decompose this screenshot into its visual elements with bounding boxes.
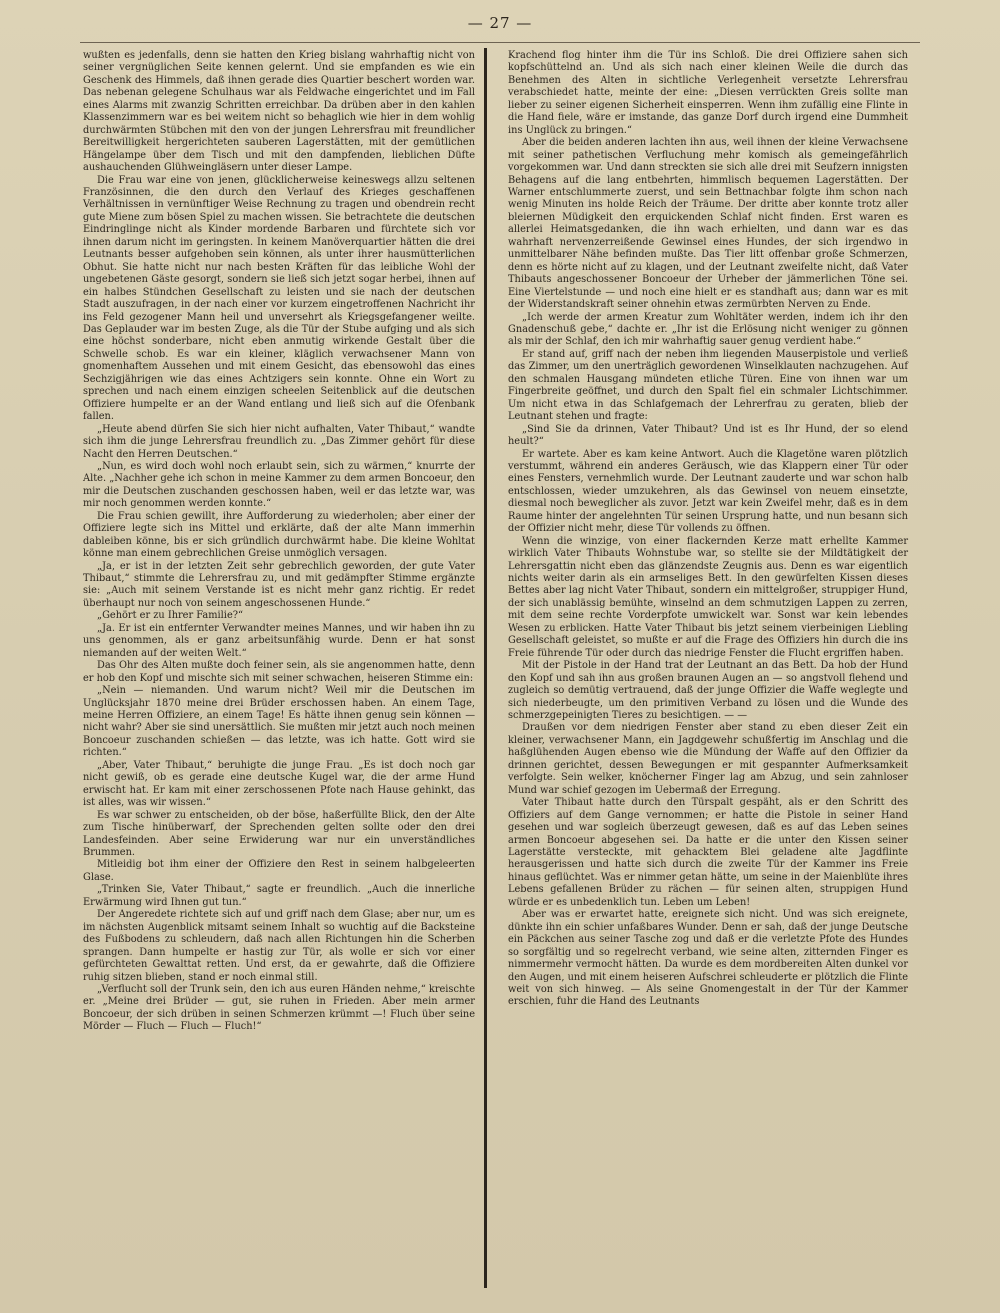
paragraph: Das Ohr des Alten mußte doch feiner sein, als sie angenommen hatte, denn er hob den Kopf und mischte sich mit seiner schwachen, heiseren Stimme ein:: [83, 660, 475, 684]
paragraph: „Aber, Vater Thibaut,“ beruhigte die junge Frau. „Es ist doch noch gar nicht gewiß, ob es gerade eine deutsche Kugel war, die der arme Hund erwischt hat. Er kam mit einer zerschossenen Pfote nach Hause gehinkt, das ist alles, was wir wissen.“: [83, 759, 475, 809]
page-number: — 27 —: [467, 14, 533, 32]
paragraph: „Heute abend dürfen Sie sich hier nicht aufhalten, Vater Thibaut,“ wandte sich ihm die junge Lehrersfrau freundlich zu. „Das Zimmer gehört für diese Nacht den Herren Deutschen.“: [83, 423, 475, 460]
paragraph: Draußen vor dem niedrigen Fenster aber stand zu eben dieser Zeit ein kleiner, verwachsener Mann, ein Jagdgewehr schußfertig im Anschlag und die haßglühenden Augen ebenso wie die Mündung der Waffe auf den Offizier da drinnen gerichtet, dessen Bewegungen er mit gespannter Aufmerksamkeit verfolgte. Sein welker, knöcherner Finger lag am Abzug, und sein zahnloser Mund war schief gezogen im Uebermaß der Erregung.: [508, 722, 908, 796]
paragraph: „Trinken Sie, Vater Thibaut,“ sagte er freundlich. „Auch die innerliche Erwärmung wird Ihnen gut tun.“: [83, 884, 475, 908]
paragraph: wußten es jedenfalls, denn sie hatten den Krieg bislang wahrhaftig nicht von seiner vergnüglichen Seite kennen gelernt. Und sie empfanden es wie ein Geschenk des Himmels, daß ihnen gerade dies Quartier beschert worden war. Das nebenan gelegene Schulhaus war als Feldwache eingerichtet und im Fall eines Alarms mit zwanzig Schritten erreichbar. Da drüben aber in den kahlen Klassenzimmern war es bei weitem nicht so behaglich wie hier in dem wohlig durchwärmten Stübchen mit den von der jungen Lehrersfrau mit freundlicher Bereitwilligkeit hergerichteten sauberen Lagerstätten, mit der gemütlichen Hängelampe über dem Tisch und mit den dampfenden, lieblichen Düfte aushauchenden Glühweingläsern unter dieser Lampe.: [83, 50, 475, 174]
paragraph: „Gehört er zu Ihrer Familie?“: [97, 610, 244, 622]
paragraph: „Nun, es wird doch wohl noch erlaubt sein, sich zu wärmen,“ knurrte der Alte. „Nachher gehe ich schon in meine Kammer zu dem armen Boncoeur, den mir die Deutschen zuschanden geschossen haben, weil er das letzte war, was mir noch genommen werden konnte.“: [83, 460, 475, 510]
paragraph: Es war schwer zu entscheiden, ob der böse, haßerfüllte Blick, den der Alte zum Tische hinüberwarf, der Sprechenden gelten sollte oder den drei Landesfeinden. Aber seine Erwiderung war nur ein unverständliches Brummen.: [83, 809, 475, 858]
paragraph: Er wartete. Aber es kam keine Antwort. Auch die Klagetöne waren plötzlich verstummt, während ein anderes Geräusch, wie das Klappern einer Tür oder eines Fensters, vernehmlich wurde. Der Leutnant zauderte und war schon halb entschlossen, wieder umzukehren, als das Gewinsel von neuem einsetzte, diesmal noch beweglicher als zuvor. Jetzt war kein Zweifel mehr, daß es in dem Raume hinter der angelehnten Tür seinen Ursprung hatte, und nun besann sich der Offizier nicht mehr, diese Tür vollends zu öffnen.: [508, 448, 908, 535]
paragraph: „Ja, er ist in der letzten Zeit sehr gebrechlich geworden, der gute Vater Thibaut,“ stimmte die Lehrersfrau zu, und mit gedämpfter Stimme ergänzte sie: „Auch mit seinem Verstande ist es nicht mehr ganz richtig. Er redet überhaupt nur noch von seinem angeschossenen Hunde.“: [83, 560, 475, 609]
paragraph: Die Frau war eine von jenen, glücklicherweise keineswegs allzu seltenen Französinnen, die den durch den Verlauf des Krieges geschaffenen Verhältnissen in vernünftiger Weise Rechnung zu tragen und obendrein recht gute Miene zum bösen Spiel zu machen wissen. Sie betrachtete die deutschen Eindringlinge nicht als Kinder mordende Barbaren und fürchtete sich vor ihnen darum nicht im geringsten. In keinem Manöverquartier hätten die drei Leutnants besser aufgehoben sein können, als unter ihrer hausmütterlichen Obhut. Sie hatte nicht nur nach besten Kräften für das leibliche Wohl der ungebetenen Gäste gesorgt, sondern sie ließ sich jetzt sogar herbei, ihnen auf ein halbes Stündchen Gesellschaft zu leisten und sie nach der deutschen Stadt auszufragen, in der nach einer vor kurzem eingetroffenen Nachricht ihr ins Feld gezogener Mann heil und unversehrt als Kriegsgefangener weilte. Das Geplauder war im besten Zuge, als die Tür der Stube aufging und als sich eine höchst sonderbare, nicht eben anmutig wirkende Gestalt über die Schwelle schob. Es war ein kleiner, kläglich verwachsener Mann von gnomenhaftem Aussehen und mit einem Gesicht, das ebensowohl das eines Sechzigjährigen wie das eines Achtzigers sein konnte. Ohne ein Wort zu sprechen und nach einem einzigen scheelen Seitenblick auf die deutschen Offiziere humpelte er an der Wand entlang und ließ sich auf die Ofenbank fallen.: [83, 174, 475, 423]
paragraph: Vater Thibaut hatte durch den Türspalt gespäht, als er den Schritt des Offiziers auf dem Gange vernommen; er hatte die Pistole in seiner Hand gesehen und war sogleich überzeugt gewesen, daß es auf das Leben seines armen Boncoeur abgesehen sei. Da hatte er die unter den Kissen seiner Lagerstätte versteckte, mit gehacktem Blei geladene alte Jagdflinte herausgerissen und hatte sich durch die zweite Tür der Kammer ins Freie hinaus geflüchtet. Was er nimmer getan hätte, um seine in der Maienblüte ihres Lebens gefallenen Brüder zu rächen — für seinen alten, struppigen Hund würde er es unbedenklich tun. Leben um Leben!: [508, 797, 908, 908]
paragraph: Der Angeredete richtete sich auf und griff nach dem Glase; aber nur, um es im nächsten Augenblick mitsamt seinem Inhalt so wuchtig auf die Backsteine des Fußbodens zu schleudern, daß nach allen Richtungen hin die Scherben sprangen. Dann humpelte er hastig zur Tür, als wolle er sich vor einer gefürchteten Gewalttat retten. Und erst, da er gewahrte, daß die Offiziere ruhig sitzen blieben, stand er noch einmal still.: [83, 909, 475, 983]
paragraph: Er stand auf, griff nach der neben ihm liegenden Mauserpistole und verließ das Zimmer, um den unerträglich gewordenen Winselklauten nachzugehen. Auf den schmalen Hausgang mündeten etliche Türen. Eine von ihnen war um Fingerbreite geöffnet, und durch den Spalt fiel ein schmaler Lichtschimmer. Um nicht etwa in das Schlafgemach der Lehrerfrau zu geraten, blieb der Leutnant stehen und fragte:: [508, 348, 908, 423]
paragraph: „Ich werde der armen Kreatur zum Wohltäter werden, indem ich ihr den Gnadenschuß gebe,“ dachte er. „Ihr ist die Erlösung nicht weniger zu gönnen als mir der Schlaf, den ich mir wahrhaftig sauer genug verdient habe.“: [508, 311, 908, 348]
paragraph: Die Frau schien gewillt, ihre Aufforderung zu wiederholen; aber einer der Offiziere legte sich ins Mittel und erklärte, daß der alte Mann immerhin dableiben könne, bis er sich gründlich durchwärmt habe. Die kleine Wohltat könne man einem gebrechlichen Greise unmöglich versagen.: [83, 510, 475, 560]
paragraph: Aber die beiden anderen lachten ihn aus, weil ihnen der kleine Verwachsene mit seiner pathetischen Verfluchung mehr komisch als gemeingefährlich vorgekommen war. Und dann streckten sie sich alle drei mit Seufzern innigsten Behagens auf die lang entbehrten, himmlisch bequemen Lagerstätten. Der Warner entschlummerte zuerst, und sein Bettnachbar folgte ihm schon nach wenig Minuten ins holde Reich der Träume. Der dritte aber konnte trotz aller bleiernen Müdigkeit den erquickenden Schlaf nicht finden. Erst waren es allerlei Heimatsgedanken, die ihn wach erhielten, und dann war es das wahrhaft nervenzerreißende Gewinsel eines Hundes, der sich irgendwo in unmittelbarer Nähe befinden mußte. Das Tier litt offenbar große Schmerzen, denn es hörte nicht auf zu klagen, und der Leutnant zweifelte nicht, daß Vater Thibauts angeschossener Boncoeur der Urheber der jämmerlichen Töne sei. Eine Viertelstunde — und noch eine hielt er es standhaft aus; dann war es mit der Widerstandskraft seiner ohnehin etwas zermürbten Nerven zu Ende.: [508, 137, 908, 311]
paragraph: Mitleidig bot ihm einer der Offiziere den Rest in seinem halbgeleerten Glase.: [83, 859, 475, 883]
header-rule: [80, 42, 920, 43]
paragraph: Krachend flog hinter ihm die Tür ins Schloß. Die drei Offiziere sahen sich kopfschüttelnd an. Und als sich nach einer kleinen Weile die durch das Benehmen des Alten in sichtliche Verlegenheit versetzte Lehrersfrau verabschiedet hatte, meinte der eine: „Diesen verrückten Greis sollte man lieber zu seiner eigenen Sicherheit einsperren. Wenn ihm zufällig eine Flinte in die Hand fiele, wäre er imstande, das ganze Dorf durch irgend eine Dummheit ins Unglück zu bringen.“: [508, 50, 908, 136]
paragraph: Mit der Pistole in der Hand trat der Leutnant an das Bett. Da hob der Hund den Kopf und sah ihn aus großen braunen Augen an — so angstvoll flehend und zugleich so demütig vertrauend, daß der junge Offizier die Waffe weglegte und sich niederbeugte, um den primitiven Verband zu lösen und die Wunde des schmerzgepeinigten Tieres zu besichtigen. — —: [508, 660, 908, 722]
paragraph: Aber was er erwartet hatte, ereignete sich nicht. Und was sich ereignete, dünkte ihn ein schier unfaßbares Wunder. Denn er sah, daß der junge Deutsche ein Päckchen aus seiner Tasche zog und daß er die verletzte Pfote des Hundes so sorgfältig und so regelrecht verband, wie seine alten, zitternden Finger es nimmermehr vermocht hätten. Da wurde es dem mordbereiten Alten dunkel vor den Augen, und mit einem heiseren Aufschrei schleuderte er plötzlich die Flinte weit von sich hinweg. — Als seine Gnomengestalt in der Tür der Kammer erschien, fuhr die Hand des Leutnants: [508, 909, 908, 1008]
paragraph: „Verflucht soll der Trunk sein, den ich aus euren Händen nehme,“ kreischte er. „Meine drei Brüder — gut, sie ruhen in Frieden. Aber mein armer Boncoeur, der sich drüben in seinen Schmerzen krümmt —! Fluch über seine Mörder — Fluch — Fluch — Fluch!“: [83, 983, 475, 1033]
right-column: [508, 50, 908, 1009]
left-column: [83, 50, 475, 1034]
paragraph: „Sind Sie da drinnen, Vater Thibaut? Und ist es Ihr Hund, der so elend heult?“: [508, 423, 908, 448]
paragraph: „Ja. Er ist ein entfernter Verwandter meines Mannes, und wir haben ihn zu uns genommen, als er ganz arbeitsunfähig wurde. Denn er hat sonst niemanden auf der weiten Welt.“: [83, 622, 475, 659]
column-divider: [484, 48, 487, 1288]
paragraph: Wenn die winzige, von einer flackernden Kerze matt erhellte Kammer wirklich Vater Thibauts Wohnstube war, so stellte sie der Mildtätigkeit der Lehrersgattin nicht eben das glänzendste Zeugnis aus. Denn es war eigentlich nichts weiter darin als ein armseliges Bett. In den gewürfelten Kissen dieses Bettes aber lag nicht Vater Thibaut, sondern ein mittelgroßer, struppiger Hund, der sich unablässig bemühte, winselnd an dem schmutzigen Lappen zu zerren, mit dem seine rechte Vorderpfote umwickelt war. Sonst war kein lebendes Wesen zu erblicken. Hatte Vater Thibaut bis jetzt seinem vierbeinigen Liebling Gesellschaft geleistet, so mußte er auf die Frage des Offiziers hin durch die ins Freie führende Tür oder durch das niedrige Fenster die Flucht ergriffen haben.: [508, 535, 908, 659]
paragraph: „Nein — niemanden. Und warum nicht? Weil mir die Deutschen im Unglücksjahr 1870 meine drei Brüder erschossen haben. An einem Tage, meine Herren Offiziere, an einem Tage! Es hätte ihnen genug sein können — nicht wahr? Aber sie sind unersättlich. Sie mußten mir jetzt auch noch meinen Boncoeur zuschanden schießen — das letzte, was ich hatte. Gott wird sie richten.“: [83, 685, 475, 759]
